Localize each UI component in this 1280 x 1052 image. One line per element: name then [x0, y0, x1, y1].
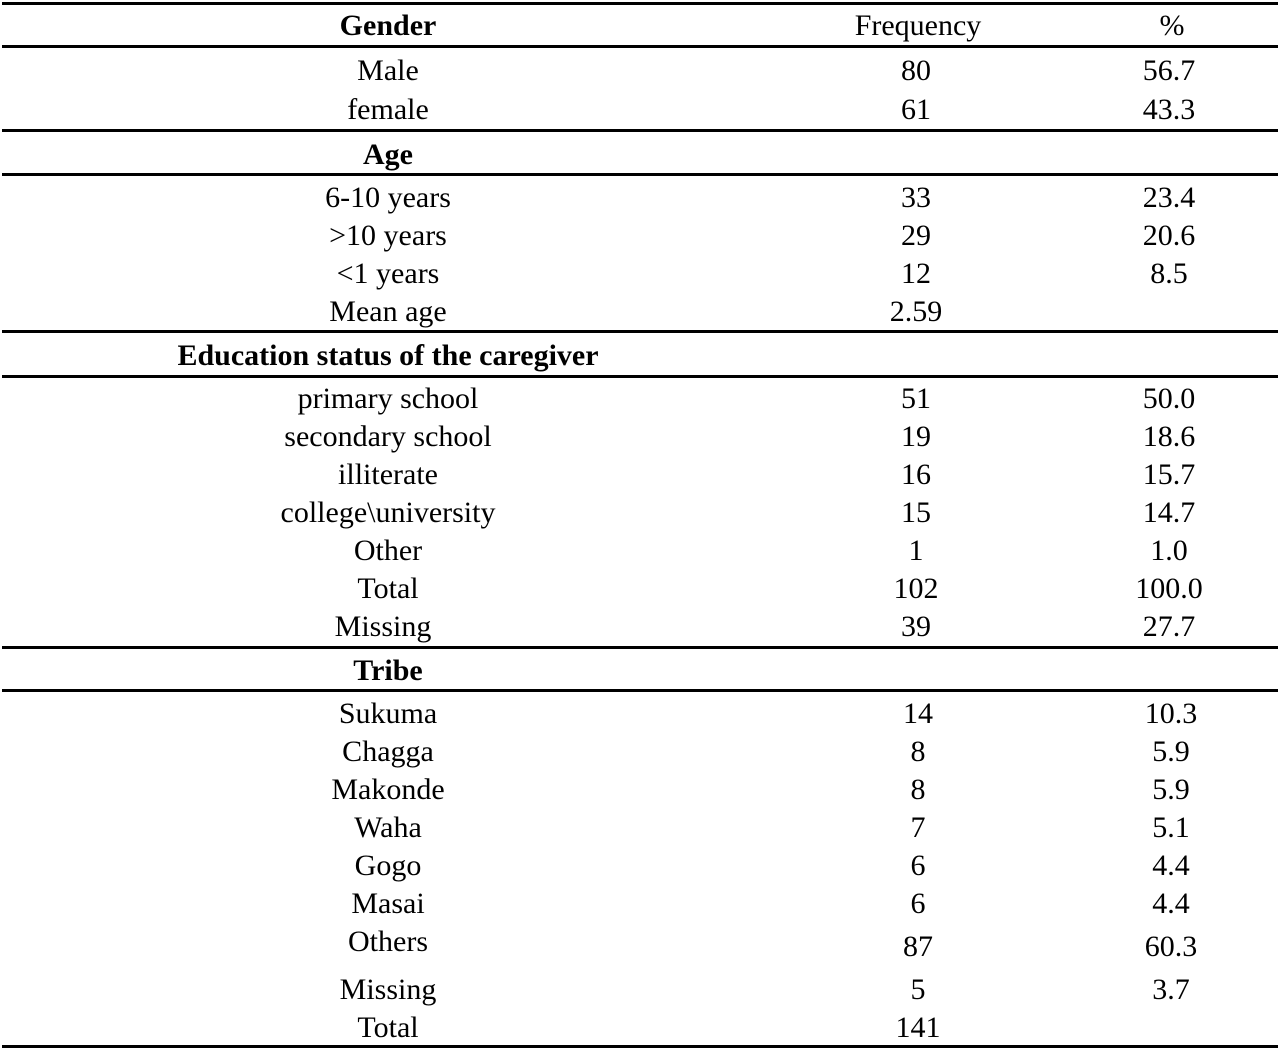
table-bottom-rule — [2, 1045, 1278, 1048]
table-top-rule — [2, 2, 1278, 5]
row-label: college\university — [280, 496, 496, 529]
row-frequency: 33 — [901, 181, 931, 214]
row-percent: 18.6 — [1142, 420, 1196, 453]
header-bottom-rule — [2, 45, 1278, 48]
row-label: Waha — [354, 811, 422, 844]
row-frequency: 5 — [910, 973, 926, 1006]
row-label: female — [347, 93, 429, 126]
row-percent: 5.1 — [1152, 811, 1190, 844]
row-frequency: 12 — [901, 257, 931, 290]
row-percent: 43.3 — [1142, 93, 1196, 126]
row-label: >10 years — [329, 219, 447, 252]
row-percent: 5.9 — [1152, 735, 1190, 768]
row-percent: 1.0 — [1150, 534, 1188, 567]
row-percent: 4.4 — [1152, 887, 1190, 920]
row-frequency: 61 — [901, 93, 931, 126]
row-label: <1 years — [336, 257, 440, 290]
row-percent: 100.0 — [1135, 572, 1203, 605]
row-percent: 20.6 — [1142, 219, 1196, 252]
row-percent: 10.3 — [1144, 697, 1198, 730]
row-label: Missing — [339, 973, 437, 1006]
tribe-section-top-rule — [2, 646, 1278, 649]
row-frequency: 141 — [895, 1011, 941, 1044]
row-label: Masai — [351, 887, 425, 920]
section-title-tribe: Tribe — [353, 654, 423, 687]
row-percent: 15.7 — [1142, 458, 1196, 491]
header-gender: Gender — [339, 9, 437, 42]
row-frequency: 80 — [901, 54, 931, 87]
row-label: Gogo — [354, 849, 422, 882]
row-frequency: 7 — [910, 811, 926, 844]
row-frequency: 6 — [910, 849, 926, 882]
row-percent: 3.7 — [1152, 973, 1190, 1006]
row-frequency: 39 — [901, 610, 931, 643]
row-frequency: 29 — [901, 219, 931, 252]
row-label: Others — [348, 925, 428, 958]
age-section-top-rule — [2, 129, 1278, 132]
row-frequency: 6 — [910, 887, 926, 920]
row-percent: 60.3 — [1144, 930, 1198, 963]
row-percent: 56.7 — [1142, 54, 1196, 87]
row-frequency: 19 — [901, 420, 931, 453]
row-percent: 27.7 — [1142, 610, 1196, 643]
row-frequency: 16 — [901, 458, 931, 491]
education-section-top-rule — [2, 330, 1278, 333]
row-percent: 23.4 — [1142, 181, 1196, 214]
row-frequency: 51 — [901, 382, 931, 415]
row-label: Sukuma — [338, 697, 438, 730]
section-title-age: Age — [363, 138, 413, 171]
row-label: Chagga — [342, 735, 434, 768]
row-percent: 50.0 — [1142, 382, 1196, 415]
row-frequency: 8 — [910, 735, 926, 768]
row-label: Male — [357, 54, 419, 87]
tribe-section-bottom-rule — [2, 689, 1278, 692]
age-section-bottom-rule — [2, 173, 1278, 176]
header-frequency: Frequency — [854, 9, 982, 42]
row-frequency: 8 — [910, 773, 926, 806]
header-percent: % — [1159, 9, 1185, 42]
row-frequency: 1 — [908, 534, 924, 567]
row-label: Mean age — [329, 295, 447, 328]
row-percent: 8.5 — [1150, 257, 1188, 290]
row-label: 6-10 years — [325, 181, 451, 214]
row-label: Makonde — [331, 773, 445, 806]
row-label: Total — [357, 572, 419, 605]
row-label: illiterate — [338, 458, 438, 491]
row-label: Total — [357, 1011, 419, 1044]
row-label: primary school — [297, 382, 479, 415]
row-label: Missing — [334, 610, 432, 643]
row-frequency: 15 — [901, 496, 931, 529]
section-title-education: Education status of the caregiver — [177, 339, 599, 372]
row-percent: 14.7 — [1142, 496, 1196, 529]
row-frequency: 2.59 — [889, 295, 943, 328]
row-label: Other — [353, 534, 423, 567]
row-percent: 5.9 — [1152, 773, 1190, 806]
row-label: secondary school — [284, 420, 492, 453]
row-percent: 4.4 — [1152, 849, 1190, 882]
row-frequency: 14 — [903, 697, 933, 730]
row-frequency: 102 — [893, 572, 939, 605]
education-section-bottom-rule — [2, 375, 1278, 378]
row-frequency: 87 — [903, 930, 933, 963]
